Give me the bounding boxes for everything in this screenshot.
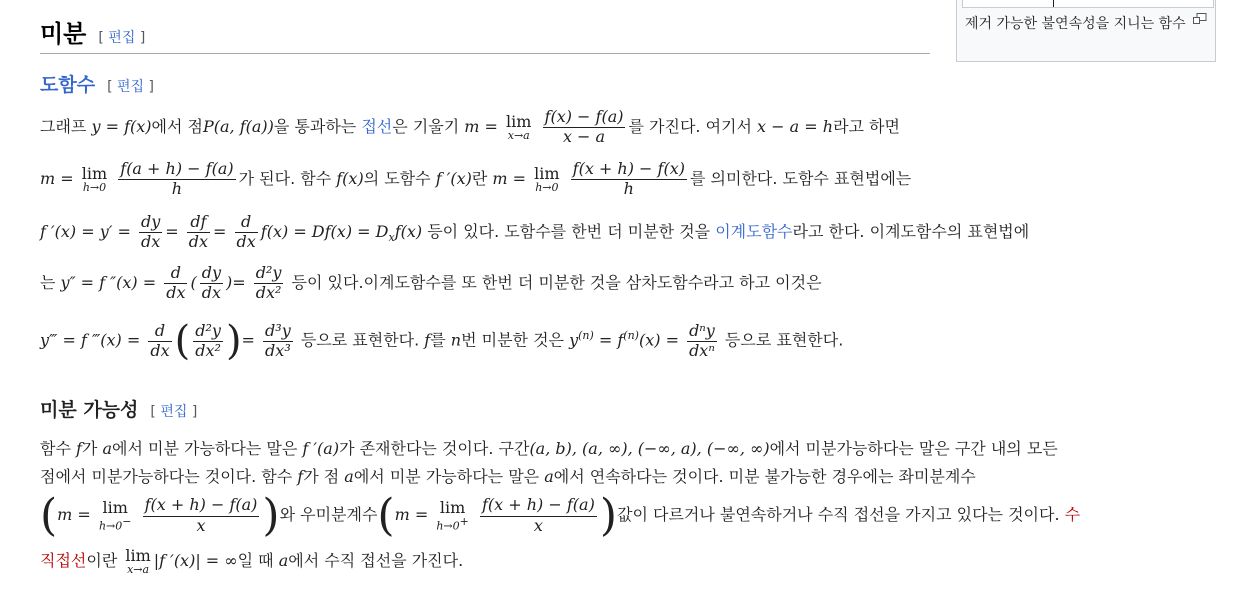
differentiability-line-4: 직접선이란 lim x→a |f ′(x)| = ∞일 때 a에서 수직 접선을 가진다. [40, 546, 464, 576]
edit-section-main: [ 편집 ] [98, 30, 146, 46]
thumbnail-caption: 제거 가능한 불연속성을 지니는 함수 [965, 16, 1186, 32]
derivative-line-4: 는 y″ = f ″(x) = $\frac{d}{dx}$ ( $\frac{dy}{dx}$ )= $\frac{\text{d²y}}{\text{dx²}}$ 등이 있다.이계도함수를 또 한번 더 미분한 것을 삼차도함수라고 하고 이것은 [40, 263, 822, 303]
vertical-tangent-link-part2[interactable]: 직접선 [40, 551, 87, 570]
edit-link-differentiability[interactable]: 편집 [160, 404, 188, 420]
edit-section-derivative: [ 편집 ] [107, 79, 154, 95]
derivative-line-5: y‴ = f ‴(x) = $\frac{d}{dx}$ ( $\frac{\text{d²y}}{\text{dx²}}$ )= $\frac{\text{d³y}}{\text{dx³}}$ 등으로 표현한다. f를 n번 미분한 것은 $y^{(n)} = f^{(n)}(x)$ = $\frac{\text{dⁿy}}{\text{dxⁿ}}$ 등으로 표현한다. [40, 318, 844, 364]
differentiability-line-3: (m = lim h→0− $\frac{f(x + h) - f(a)}{x}$ )와 우미분계수(m = lim h→0+ $\frac{f(x + h) - f(a)}{x}$ )값이 다르거나 불연속하거나 수직 접선을 가지고 있다는 것이다. 수 [40, 490, 1081, 541]
magnify-icon[interactable] [1193, 13, 1207, 25]
page-section-title: 미분 [40, 20, 87, 48]
tangent-link[interactable]: 접선 [361, 116, 393, 136]
edit-link-main[interactable]: 편집 [108, 30, 136, 46]
section-heading-differentiability [40, 395, 197, 422]
derivative-line-3: f ′(x) = y′ = $\frac{dy}{dx}$ = $\frac{df}{dx}$ = $\frac{d}{dx}$ $f(x) = Df(x) = D_xf(x)$ 등이 있다. 도함수를 한번 더 미분한 것을 이계도함수라고 한다. 이계도함수의 표현법에 [40, 212, 1030, 252]
derivative-title[interactable]: 도함수 [40, 74, 96, 96]
second-derivative-link[interactable]: 이계도함수 [715, 221, 793, 241]
section-heading-derivative [40, 70, 154, 97]
differentiability-line-2: 점에서 미분가능하다는 것이다. 함수 f가 점 a에서 미분 가능하다는 말은 a에서 연속하다는 것이다. 미분 불가능한 경우에는 좌미분계수 [40, 467, 976, 486]
thumbnail-box [956, 0, 1216, 62]
differentiability-title: 미분 가능성 [40, 399, 139, 421]
derivative-line-1: 그래프 y = f(x)에서 점P(a, f(a))을 통과하는 접선은 기울기 m = lim x→a $\frac{f(x) - f(a)}{x - a}$ 를 가진다. 여기서 x − a = h라고 하면 [40, 107, 900, 147]
vertical-tangent-link-part1[interactable]: 수 [1064, 505, 1081, 524]
thumbnail-image[interactable] [962, 0, 1214, 8]
edit-link-derivative[interactable]: 편집 [116, 79, 145, 95]
edit-section-differentiability: [ 편집 ] [150, 404, 198, 420]
derivative-line-2: m = lim h→0 $\frac{f(a + h) - f(a)}{h}$ 가 된다. 함수 f(x)의 도함수 f ′(x)란 m = lim h→0 $\frac{f(x + h) - f(x)}{h}$ 를 의미한다. 도함수 표현법에는 [40, 159, 912, 199]
differentiability-line-1: 함수 f가 a에서 미분 가능하다는 말은 f ′(a)가 존재한다는 것이다. 구간(a, b), (a, ∞), (−∞, a), (−∞, ∞)에서 미분가능하다는 말은 구간 내의 모든 [40, 439, 1058, 458]
section-heading-main [40, 14, 930, 54]
